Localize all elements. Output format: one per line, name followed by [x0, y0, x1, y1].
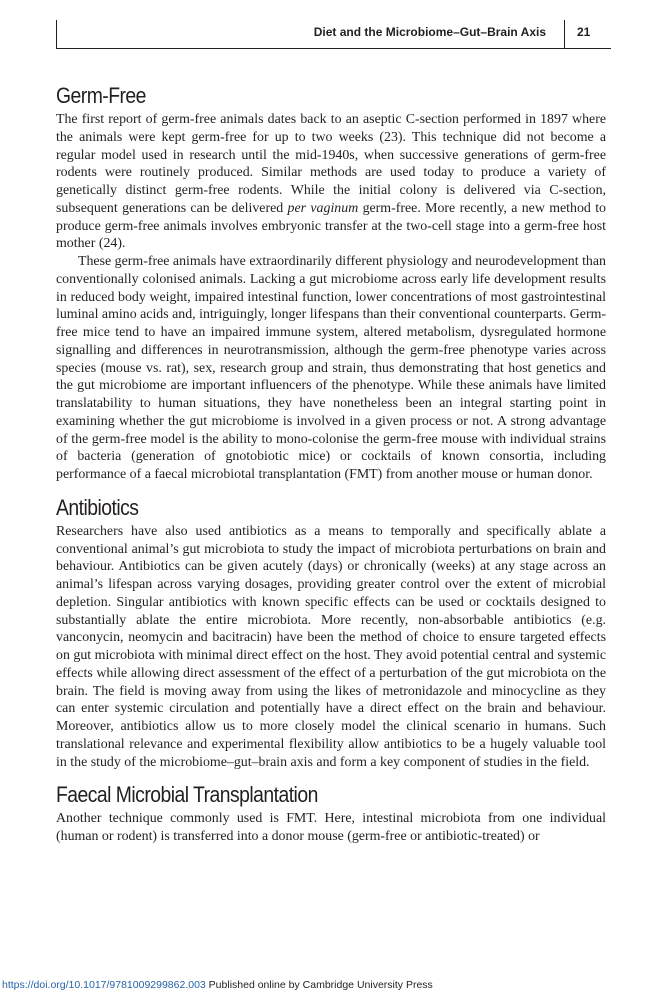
- running-header: [56, 20, 606, 48]
- section-title-germ-free: Germ-Free: [56, 83, 146, 108]
- section-antibiotics: [56, 496, 606, 772]
- doi-link[interactable]: https://doi.org/10.1017/9781009299862.003: [2, 979, 206, 991]
- section-title-fmt: Faecal Microbial Transplantation: [56, 782, 318, 808]
- text-run: germ-free. More recently, a new method to produce germ-free animals involves embryonic transfer at the two-cell stage into a germ-free host mother (24).: [56, 200, 607, 252]
- header-divider: [564, 20, 565, 48]
- text-run: The first report of germ-free animals dates back to an aseptic C-section performed in 1897 where the animals were kept germ-free for up to two weeks (23). This technique did not become a regular model used in research until the mid-1940s, when successive generations of germ-free rodents were routinely produced. Similar methods are used today to produce a variety of genetically distinct germ-free rodents. While the initial colony is delivered via C-section, subsequent generations can be delivered: [56, 112, 606, 216]
- page-body: [56, 84, 606, 846]
- running-title: Diet and the Microbiome–Gut–Brain Axis: [313, 25, 546, 39]
- paragraph-germ-free-2: These germ-free animals have extraordinarily different physiology and neurodevelopment than conventionally colonised animals. Lacking a gut microbiome across early life development results in reduced body weight, impaired intestinal function, lower concentrations of most gastrointestinal luminal amino acids and, intriguingly, longer lifespans than their conventional counterparts. Germ-free mice tend to have an impaired immune system, altered metabolism, dysregulated hormone signalling and differences in neurotransmission, although the germ-free phenotype varies across species (mouse vs. rat), sex, research group and strain, thus demonstrating that host genetics and the gut microbiome are important influencers of the phenotype. While these animals have limited translatability to human situations, they have nonetheless been an integral starting point in examining whether the gut microbiome is involved in a given process or not. A strong advantage of the germ-free model is the ability to mono-colonise the germ-free mouse with individual strains of bacteria (generation of gnotobiotic mice) or cocktails of known consortia, including performance of a faecal microbiotal transplantation (FMT) from another mouse or human donor.: [56, 254, 606, 482]
- page-footer: [2, 979, 433, 991]
- paragraph-fmt-1: Another technique commonly used is FMT. Here, intestinal microbiota from one individual (human or rodent) is transferred into a donor mouse (germ-free or antibiotic-treated) or: [56, 811, 606, 844]
- page-number: 21: [577, 25, 591, 39]
- section-germ-free: [56, 84, 606, 484]
- section-fmt: [56, 783, 606, 846]
- header-rule-bottom: [56, 48, 611, 49]
- paragraph-antibiotics-1: Researchers have also used antibiotics as a means to temporally and specifically ablate a conventional animal’s gut microbiota to study the impact of microbiota perturbations on brain and behaviour. Antibiotics can be given acutely (days) or chronically (weeks) at any stage across an animal’s lifespan across varying dosages, providing greater control over the extent of microbial depletion. Singular antibiotics with known specific effects can be used or cocktails designed to substantially ablate the entire microbiota. More recently, non-absorbable antibiotics (e.g. vanconycin, neomycin and bacitracin) have been the method of choice to ensure targeted effects on gut microbiota with minimal direct effect on the host. They avoid potential central and systemic effects while allowing direct assessment of the effect of a perturbation of the gut microbiota on the brain. The field is moving away from using the likes of metronidazole and minocycline as they can enter systemic circulation and potentially have a direct effect on the brain and behaviour. Moreover, antibiotics allow us to more closely model the clinical scenario in humans. Such translational relevance and experimental flexibility allow antibiotics to be a hugely valuable tool in the study of the microbiome–gut–brain axis and form a key component of studies in the field.: [56, 523, 606, 770]
- paragraph-germ-free-1: [56, 111, 606, 253]
- header-rule-left: [56, 20, 57, 49]
- publisher-note: Published online by Cambridge University Press: [205, 979, 433, 991]
- italic-term: per vaginum: [287, 200, 359, 216]
- section-title-antibiotics: Antibiotics: [56, 494, 139, 520]
